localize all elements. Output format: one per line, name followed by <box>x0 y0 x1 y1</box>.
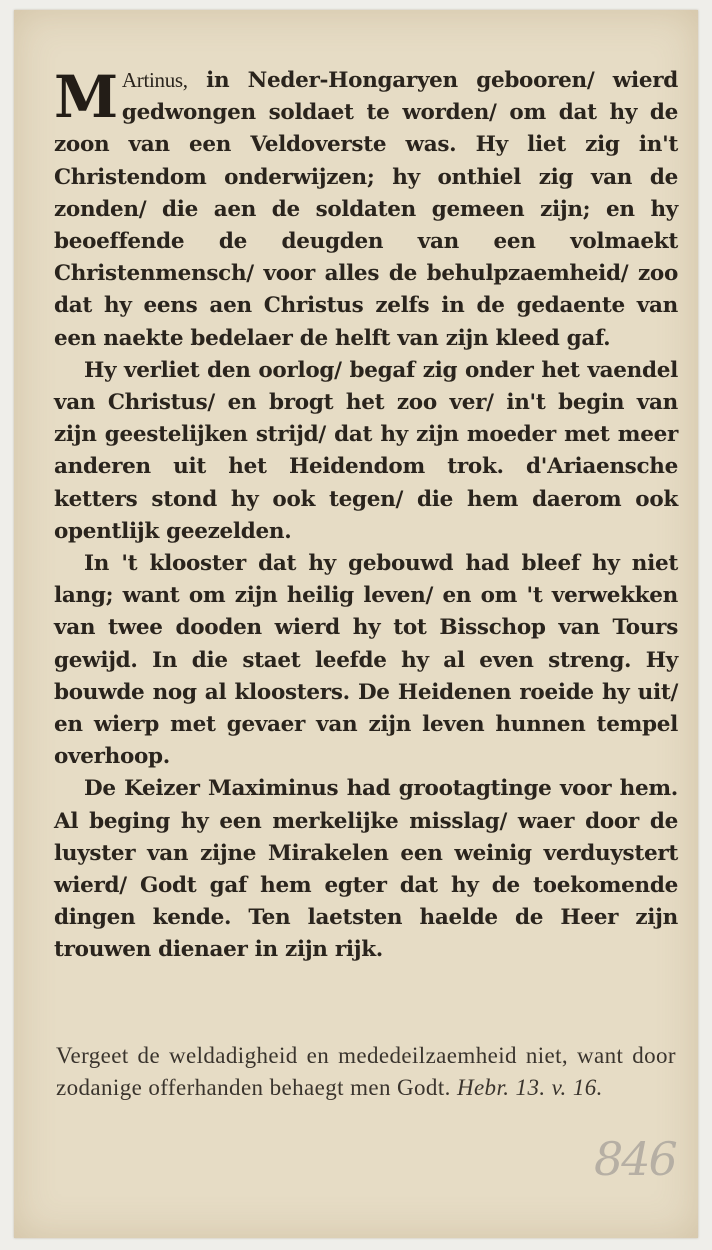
pencil-manuscript-number: 846 <box>594 1132 676 1186</box>
paragraph-1 <box>54 64 678 355</box>
closing-motto <box>56 1040 676 1104</box>
paragraph-4: De Keizer Maximinus had grootagtinge voor hem. Al beging hy een merkelijke misslag/ waer door de luyster van zijne Mirakelen een weinig verduystert wierd/ Godt gaf hem egter dat hy de toekomende dingen kende. Ten laetsten haelde de Heer zijn trouwen dienaer in zijn rijk. <box>54 776 678 963</box>
drop-cap: M <box>54 63 118 131</box>
paragraph-2: Hy verliet den oorlog/ begaf zig onder het vaendel van Christus/ en brogt het zoo ver/ in't begin van zijn geestelijken strijd/ dat hy zijn moeder met meer anderen uit het Heidendom trok. d'Ariaensche ketters stond hy ook tegen/ die hem daerom ook opentlijk geezelden. <box>54 357 678 544</box>
main-text <box>54 64 678 967</box>
document-page <box>14 10 698 1238</box>
motto-text: Vergeet de weldadigheid en mededeilzaemheid niet, want door zodanige offerhanden behaegt men Godt. <box>56 1043 676 1100</box>
paragraph-3: In 't klooster dat hy gebouwd had bleef hy niet lang; want om zijn heilig leven/ en om 't verwekken van twee dooden wierd hy tot Bisschop van Tours gewijd. In die staet leefde hy al even streng. Hy bouwde nog al kloosters. De Heidenen roeide hy uit/ en wierp met gevaer van zijn leven hunnen tempel overhoop. <box>54 551 678 770</box>
bible-reference: Hebr. 13. v. 16. <box>456 1075 603 1100</box>
paragraph-1-text: in Neder-Hongaryen gebooren/ wierd gedwongen soldaet te worden/ om dat hy de zoon van een Veldoverste was. Hy liet zig in't Christendom onderwijzen; hy onthiel zig van de zonden/ die aen de soldaten gemeen zijn; en hy beoeffende de deugden van een volmaekt Christenmensch/ voor alles de behulpzaemheid/ zoo dat hy eens aen Christus zelfs in de gedaente van een naekte bedelaer de helft van zijn kleed gaf. <box>54 68 678 351</box>
drop-cap-rest: Artinus, <box>121 68 188 92</box>
